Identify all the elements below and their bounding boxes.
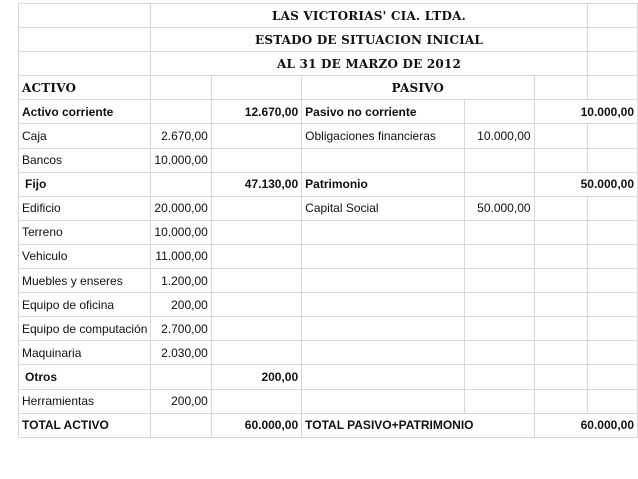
account-value: 10.000,00 (464, 124, 534, 148)
account-value: 11.000,00 (151, 244, 211, 268)
total-pasivo-value: 60.000,00 (534, 413, 637, 437)
table-row (19, 293, 638, 317)
fijo-total: 47.130,00 (211, 172, 301, 196)
table-row (19, 76, 638, 100)
account-value: 1.200,00 (151, 269, 211, 293)
account-value: 200,00 (151, 389, 211, 413)
patrimonio-label: Patrimonio (302, 172, 465, 196)
title-row (19, 28, 638, 52)
patrimonio-total: 50.000,00 (534, 172, 637, 196)
account-name: Vehiculo (19, 244, 151, 268)
statement-title: ESTADO DE SITUACION INICIAL (151, 28, 587, 52)
account-name: Herramientas (19, 389, 151, 413)
title-row (19, 52, 638, 76)
statement-date: AL 31 DE MARZO DE 2012 (151, 52, 587, 76)
account-value: 2.670,00 (151, 124, 211, 148)
total-activo-value: 60.000,00 (211, 413, 301, 437)
balance-table (18, 3, 638, 438)
account-name: Muebles y enseres (19, 269, 151, 293)
account-name: Obligaciones financieras (302, 124, 465, 148)
pasivo-heading: PASIVO (302, 76, 534, 100)
table-row (19, 172, 638, 196)
account-value: 2.700,00 (151, 317, 211, 341)
account-value: 20.000,00 (151, 196, 211, 220)
table-row (19, 317, 638, 341)
pasivo-no-corriente-label: Pasivo no corriente (302, 100, 465, 124)
table-row (19, 196, 638, 220)
otros-label: Otros (19, 365, 151, 389)
company-name: LAS VICTORIAS' CIA. LTDA. (151, 4, 587, 28)
activo-corriente-label: Activo corriente (19, 100, 151, 124)
account-name: Maquinaria (19, 341, 151, 365)
account-value: 2.030,00 (151, 341, 211, 365)
fijo-label: Fijo (19, 172, 151, 196)
account-value: 10.000,00 (151, 220, 211, 244)
table-row (19, 100, 638, 124)
account-value: 50.000,00 (464, 196, 534, 220)
table-row (19, 389, 638, 413)
title-row (19, 4, 638, 28)
table-row (19, 244, 638, 268)
account-name: Bancos (19, 148, 151, 172)
account-name: Edificio (19, 196, 151, 220)
total-activo-label: TOTAL ACTIVO (19, 413, 151, 437)
account-name: Equipo de computación (19, 317, 151, 341)
balance-sheet (18, 3, 638, 438)
activo-heading: ACTIVO (19, 76, 151, 100)
total-pasivo-label: TOTAL PASIVO+PATRIMONIO (302, 413, 534, 437)
account-name: Capital Social (302, 196, 465, 220)
table-row (19, 220, 638, 244)
totals-row (19, 413, 638, 437)
account-name: Terreno (19, 220, 151, 244)
account-name: Caja (19, 124, 151, 148)
table-row (19, 365, 638, 389)
table-row (19, 269, 638, 293)
account-value: 10.000,00 (151, 148, 211, 172)
table-row (19, 341, 638, 365)
activo-corriente-total: 12.670,00 (211, 100, 301, 124)
account-name: Equipo de oficina (19, 293, 151, 317)
account-value: 200,00 (151, 293, 211, 317)
pasivo-no-corriente-total: 10.000,00 (534, 100, 637, 124)
table-row (19, 148, 638, 172)
otros-total: 200,00 (211, 365, 301, 389)
table-row (19, 124, 638, 148)
